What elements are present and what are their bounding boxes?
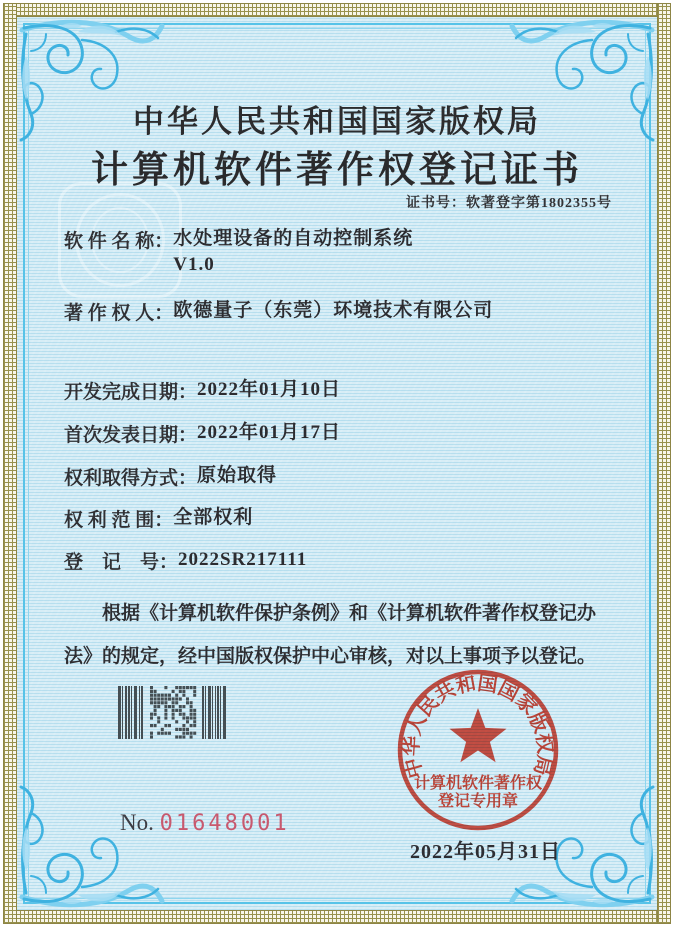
- serial-number: 01648001: [159, 811, 290, 836]
- registration-statement: 根据《计算机软件保护条例》和《计算机软件著作权登记办法》的规定，经中国版权保护中心审核，对以上事项予以登记。: [64, 603, 597, 667]
- field-value: 欧德量子（东莞）环境技术有限公司: [173, 300, 494, 321]
- field-value: 2022年01月17日: [197, 422, 342, 443]
- registration-seal: [392, 664, 564, 836]
- field-label: 登 记 号：: [64, 552, 179, 573]
- certificate-number-value: 软著登字第1802355号: [466, 196, 612, 211]
- field-value: 全部权利: [173, 507, 254, 528]
- serial-prefix: No.: [120, 810, 154, 835]
- field-row-software-name: [64, 226, 413, 278]
- field-row-dev-complete-date: [64, 377, 341, 404]
- certificate-title: 计算机软件著作权登记证书: [91, 150, 583, 191]
- field-value: [173, 226, 413, 278]
- field-row-first-publish-date: [64, 420, 341, 447]
- certificate-number-label: 证书号：: [406, 196, 466, 211]
- barcode: [118, 685, 228, 741]
- serial-number-line: [120, 810, 290, 836]
- field-row-rights-scope: [64, 505, 253, 532]
- gold-meander-border-top: [3, 3, 671, 17]
- software-name-line1: 水处理设备的自动控制系统: [173, 228, 414, 249]
- field-value: 原始取得: [197, 465, 278, 486]
- field-label: 权 利 范 围：: [64, 510, 174, 531]
- certificate-number-line: [406, 192, 612, 212]
- gold-meander-border-bottom: [3, 910, 671, 924]
- field-value: 2022年01月10日: [197, 379, 342, 400]
- issuer-title: 中华人民共和国国家版权局: [133, 104, 541, 139]
- field-label: 软 件 名 称：: [64, 231, 174, 252]
- seal-text-line1: 计算机软件著作权: [413, 775, 543, 792]
- field-label: 著 作 权 人：: [64, 303, 174, 324]
- field-label: 权利取得方式：: [64, 468, 198, 489]
- field-value: 2022SR217111: [178, 549, 308, 570]
- seal-ring-text: 中华人民共和国国家版权局: [400, 672, 556, 781]
- field-row-registration-number: [64, 547, 307, 574]
- field-label: 开发完成日期：: [64, 382, 198, 403]
- star-icon: [450, 708, 507, 762]
- seal-text-line2: 登记专用章: [437, 793, 519, 810]
- field-label: 首次发表日期：: [64, 425, 198, 446]
- software-version: V1.0: [173, 254, 215, 275]
- issue-date: 2022年05月31日: [410, 841, 561, 863]
- field-row-acquisition-method: [64, 463, 277, 490]
- field-row-copyright-owner: [64, 298, 493, 325]
